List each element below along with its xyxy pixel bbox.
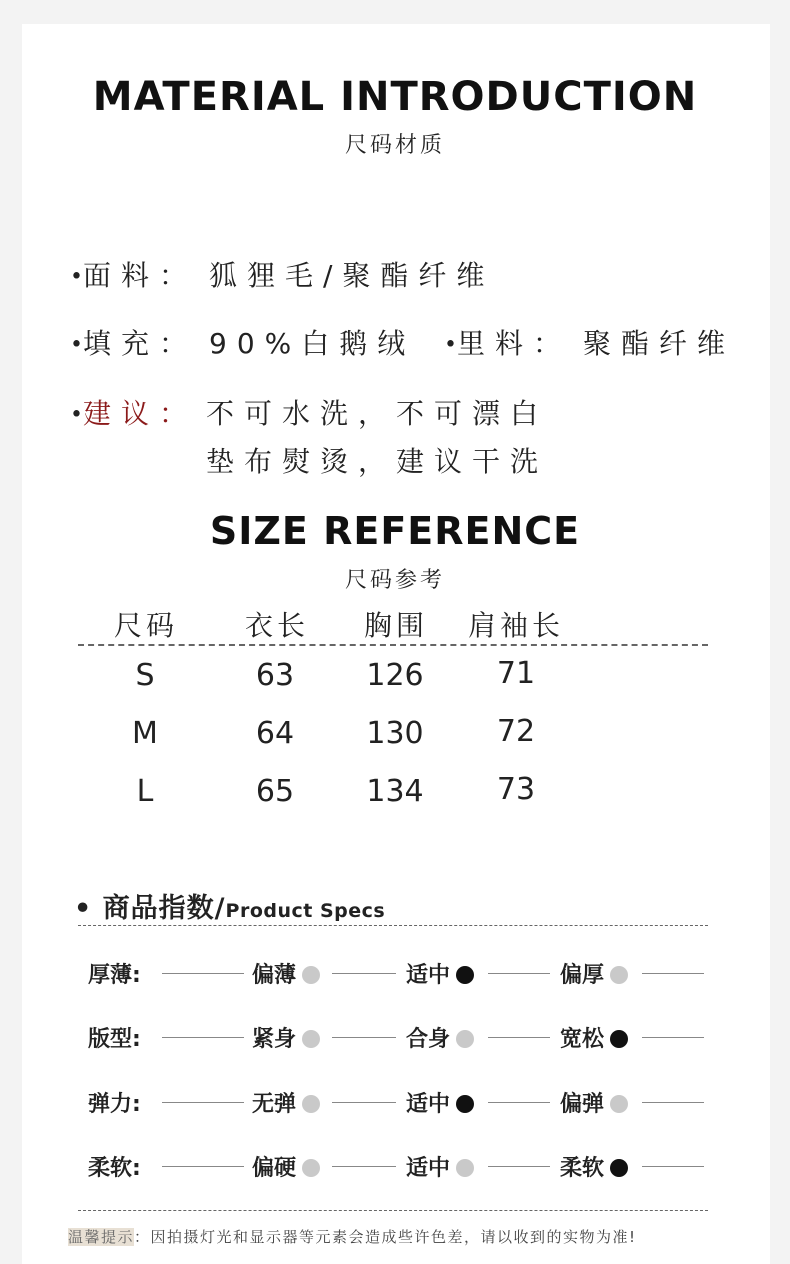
spec-connector-line: [642, 1166, 704, 1167]
specs-title: [74, 886, 385, 925]
spec-connector-line: [488, 1037, 550, 1038]
size-cell: L: [136, 774, 154, 809]
spec-connector-line: [642, 1102, 704, 1103]
size-cell: S: [135, 658, 155, 693]
size-header-size: 尺码: [114, 609, 179, 642]
size-cell: 65: [255, 774, 295, 809]
size-cell: 72: [496, 714, 536, 749]
spec-option-label: 柔软: [560, 1156, 605, 1181]
spec-option: [560, 1087, 628, 1118]
size-cell: 73: [496, 772, 536, 807]
unselected-indicator-dot: [456, 1030, 474, 1048]
spec-option-label: 紧身: [252, 1027, 297, 1052]
size-cell: 64: [255, 716, 295, 751]
spec-option: [252, 1022, 320, 1053]
spec-option-label: 偏厚: [560, 963, 605, 988]
spec-connector-line: [488, 1102, 550, 1103]
unselected-indicator-dot: [610, 966, 628, 984]
advice-line-1: 不可水洗，不可漂白: [206, 397, 549, 430]
spec-row-label: 柔软:: [88, 1156, 141, 1181]
specs-footer-divider: [78, 1210, 708, 1211]
specs-title-en: Product Specs: [225, 900, 386, 922]
spec-row-label: 弹力:: [88, 1092, 141, 1117]
note: [68, 1226, 637, 1247]
fabric-value: 狐狸毛/聚酯纤维: [209, 259, 495, 292]
spec-option-label: 适中: [406, 1092, 451, 1117]
size-header-divider: [78, 644, 708, 646]
size-header-length: 衣长: [245, 609, 310, 642]
lining-value: 聚酯纤维: [583, 327, 736, 360]
specs-title-slash: /: [214, 893, 226, 924]
spec-connector-line: [642, 1037, 704, 1038]
advice-row: [70, 392, 197, 432]
filling-label: 填充：: [82, 327, 197, 360]
spec-option-label: 合身: [406, 1027, 451, 1052]
spec-option: [560, 1022, 628, 1053]
spec-option-label: 偏硬: [252, 1156, 297, 1181]
size-cell: 63: [255, 658, 295, 693]
size-cell: 134: [366, 774, 424, 809]
spec-connector-line: [162, 1037, 244, 1038]
size-header-chest: 胸围: [364, 609, 429, 642]
bullet-dot: •: [70, 332, 83, 358]
lining-label: 里料：: [456, 327, 571, 360]
spec-connector-line: [488, 1166, 550, 1167]
spec-connector-line: [332, 1166, 396, 1167]
unselected-indicator-dot: [302, 966, 320, 984]
spec-option: [560, 1151, 628, 1182]
spec-option-label: 宽松: [560, 1027, 605, 1052]
spec-option-label: 偏弹: [560, 1092, 605, 1117]
bullet-dot: •: [444, 332, 457, 358]
unselected-indicator-dot: [302, 1159, 320, 1177]
advice-line-2: 垫布熨烫，建议干洗: [206, 445, 549, 478]
selected-indicator-dot: [456, 966, 474, 984]
bullet-dot: •: [70, 402, 83, 428]
spec-connector-line: [488, 973, 550, 974]
spec-connector-line: [332, 973, 396, 974]
spec-option-label: 无弹: [252, 1092, 297, 1117]
spec-row-label: 厚薄:: [88, 963, 141, 988]
selected-indicator-dot: [610, 1030, 628, 1048]
specs-title-cn: 商品指数: [102, 893, 215, 924]
spec-connector-line: [162, 1166, 244, 1167]
filling-row: [70, 322, 415, 362]
spec-option: [560, 958, 628, 989]
size-title-en: SIZE REFERENCE: [209, 509, 581, 553]
spec-connector-line: [162, 1102, 244, 1103]
filling-value: 90%白鹅绒: [209, 327, 416, 360]
size-title-cn: 尺码参考: [344, 568, 445, 593]
spec-option: [406, 1022, 474, 1053]
note-text: ：因拍摄灯光和显示器等元素会造成些许色差，请以收到的实物为准!: [134, 1228, 637, 1246]
selected-indicator-dot: [456, 1095, 474, 1113]
spec-option-label: 适中: [406, 1156, 451, 1181]
size-cell: M: [132, 716, 158, 751]
spec-option: [406, 958, 474, 989]
selected-indicator-dot: [610, 1159, 628, 1177]
spec-option: [252, 1087, 320, 1118]
fabric-label: 面料：: [82, 259, 197, 292]
spec-option: [252, 1151, 320, 1182]
material-title-en: MATERIAL INTRODUCTION: [92, 74, 698, 120]
size-cell: 71: [496, 656, 536, 691]
spec-connector-line: [332, 1102, 396, 1103]
spec-option-label: 偏薄: [252, 963, 297, 988]
spec-option: [406, 1151, 474, 1182]
spec-connector-line: [162, 973, 244, 974]
bullet-dot: •: [74, 893, 93, 924]
unselected-indicator-dot: [610, 1095, 628, 1113]
size-cell: 126: [366, 658, 424, 693]
material-title-cn: 尺码材质: [344, 133, 445, 158]
spec-option: [252, 958, 320, 989]
spec-connector-line: [642, 973, 704, 974]
unselected-indicator-dot: [302, 1095, 320, 1113]
fabric-row: [70, 254, 494, 294]
spec-option-label: 适中: [406, 963, 451, 988]
unselected-indicator-dot: [456, 1159, 474, 1177]
spec-row-label: 版型:: [88, 1027, 141, 1052]
spec-connector-line: [332, 1037, 396, 1038]
note-label: 温馨提示: [68, 1228, 135, 1246]
advice-label: 建议：: [82, 397, 197, 430]
spec-option: [406, 1087, 474, 1118]
size-header-sleeve: 肩袖长: [468, 609, 565, 642]
unselected-indicator-dot: [302, 1030, 320, 1048]
specs-header-divider: [78, 925, 708, 926]
bullet-dot: •: [70, 264, 83, 290]
lining-row: [444, 322, 735, 362]
size-cell: 130: [366, 716, 424, 751]
